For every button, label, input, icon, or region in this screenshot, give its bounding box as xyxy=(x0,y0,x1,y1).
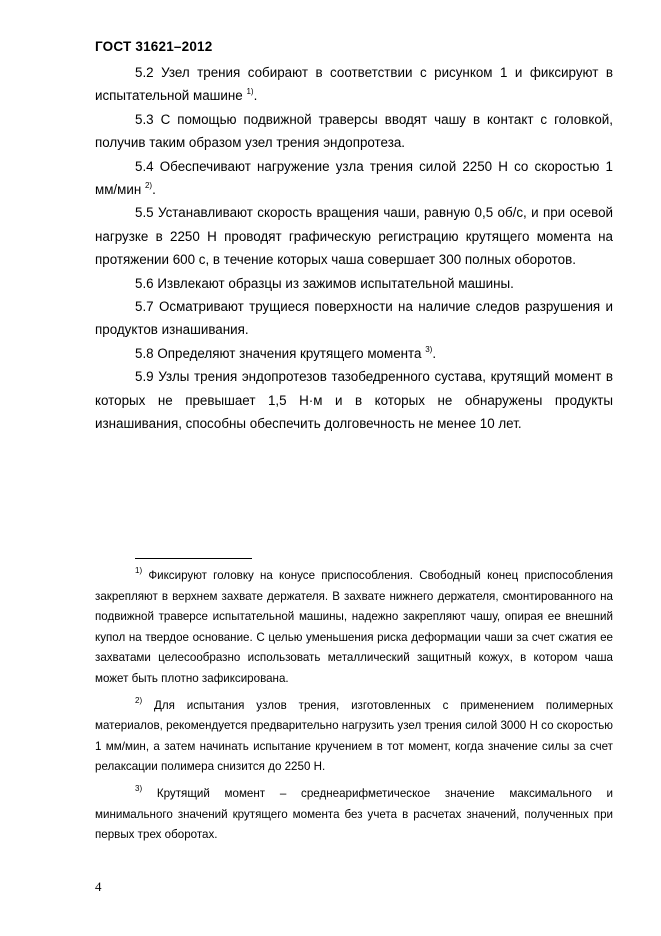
clause-5-7: 5.7 Осматривают трущиеся поверхности на наличие следов разрушения и продуктов изнашивания. xyxy=(95,299,613,338)
footnote-3: $^{3)}$ Крутящий момент – среднеарифметическое значение максимального и минимального значений крутящего момента без учета в расчетах значений, полученных при первых трех оборотах. xyxy=(95,783,613,842)
page-number: 4 xyxy=(95,879,102,894)
clause-5-3: 5.3 С помощью подвижной траверсы вводят чашу в контакт с головкой, получив таким образом узел трения эндопротеза. xyxy=(95,111,613,151)
footnote-separator xyxy=(135,558,252,559)
footnote-mark-2: 2) xyxy=(135,695,143,705)
footnote-2: $^{2)}$ Для испытания узлов трения, изготовленных с применением полимерных материалов, рекомендуется предварительно нагрузить узел трения силой 3000 Н со скоростью 1 мм/мин, а затем начинать испытание кручением в тот момент, когда значение силы за счет релаксации полимера снизится до 2250 Н. xyxy=(95,695,613,774)
standard-header: ГОСТ 31621–2012 xyxy=(95,39,213,54)
clause-5-9: 5.9 Узлы трения эндопротезов тазобедренного сустава, крутящий момент в которых не превышает 1,5 Н·м и в которых не обнаружены продукты изнашивания, способны обеспечить долговечность не менее 10 лет. xyxy=(95,369,613,432)
footnote-mark-3: 3) xyxy=(135,783,143,793)
footnote-mark-1: 1) xyxy=(135,566,143,575)
footnote-ref-3[interactable]: 3) xyxy=(425,344,433,354)
clause-5-4: 5.4 Обеспечивают нагружение узла трения силой 2250 Н со скоростью 1 мм/мин $^{2)}$. xyxy=(95,158,613,198)
footnote-ref-2[interactable]: 2) xyxy=(144,181,153,191)
clause-5-8: 5.8 Определяют значения крутящего момента $^{3)}$. xyxy=(135,344,437,361)
footnote-ref-1[interactable]: 1) xyxy=(246,87,254,97)
main-text xyxy=(95,61,613,436)
footnote-1: $^{1)}$ Фиксируют головку на конусе приспособления. Свободный конец приспособления закрепляют в верхнем захвате держателя. В захвате нижнего держателя, смонтированного на подвижной траверсе испытательной машины, надежно закрепляют чашу, опирая ее внешний купол на твердое основание. С целью уменьшения риска деформации чаши за счет сжатия ее захватами целесообразно использовать металлический защитный кожух, в котором чаша может быть плотно зафиксирована. xyxy=(95,566,613,685)
footnotes xyxy=(95,566,613,846)
clause-5-2: 5.2 Узел трения собирают в соответствии с рисунком 1 и фиксируют в испытательной машине $^{1)}$. xyxy=(95,65,613,104)
clause-5-5: 5.5 Устанавливают скорость вращения чаши, равную 0,5 об/с, и при осевой нагрузке в 2250 Н проводят графическую регистрацию крутящего момента на протяжении 600 с, в течение которых чаша совершает 300 полных оборотов. xyxy=(95,205,613,268)
clause-5-6: 5.6 Извлекают образцы из зажимов испытательной машины. xyxy=(135,275,514,291)
